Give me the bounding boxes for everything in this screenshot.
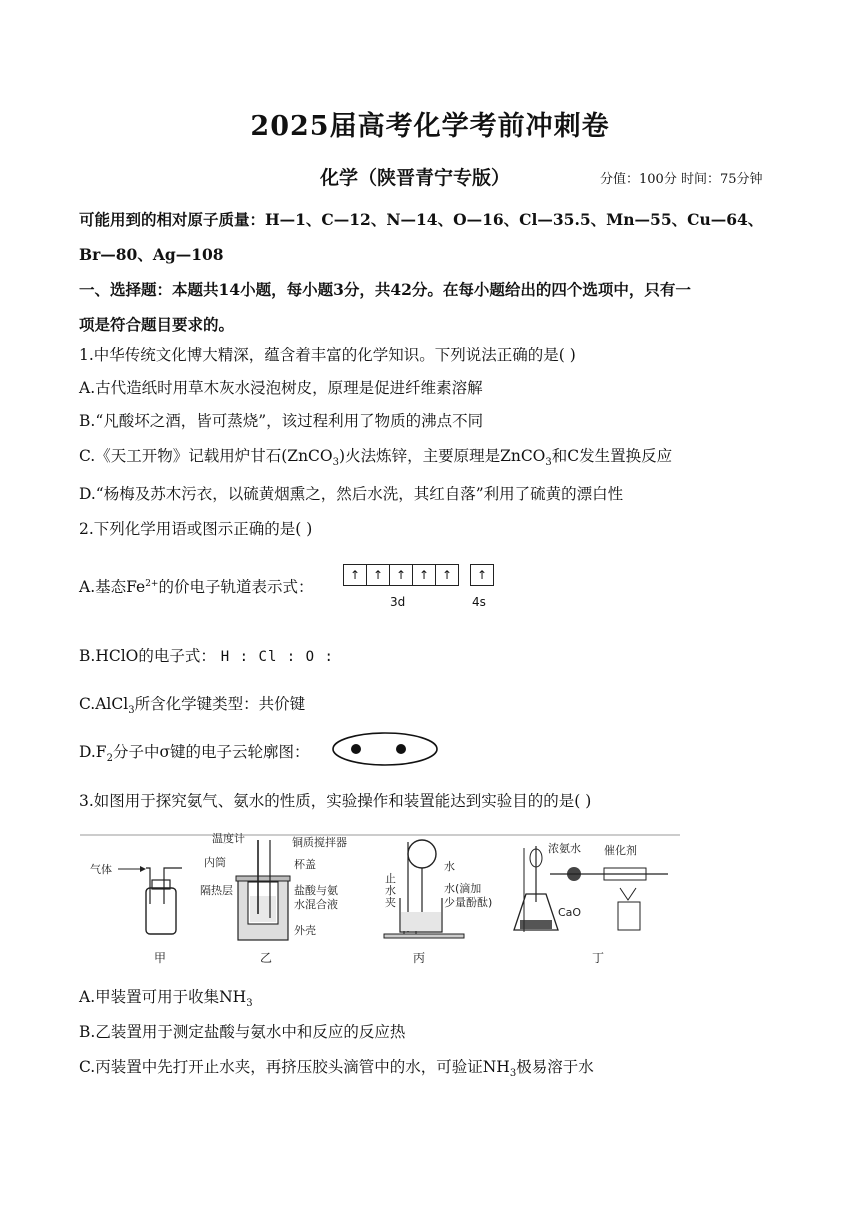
orbital-3d-box: ↑	[367, 565, 390, 585]
q2-option-b	[79, 644, 334, 666]
section1-line1: 一、选择题：本题共14小题，每小题3分，共42分。在每小题给出的四个选项中，只有一	[79, 280, 691, 299]
label-insulation: 隔热层	[200, 884, 233, 897]
q3-option-a	[79, 985, 253, 1009]
q1-c-pre: C.《天工开物》记载用炉甘石	[79, 447, 282, 465]
page-title: 2025届高考化学考前冲刺卷	[250, 111, 610, 142]
label-jia: 甲	[154, 951, 167, 965]
atomic-masses-line2: Br—80、Ag—108	[79, 245, 224, 264]
q2-c-pre: C.AlCl	[79, 695, 129, 713]
orbital-3d-box: ↑	[390, 565, 413, 585]
q2-c-sub: 3	[128, 705, 135, 717]
nucleus-left	[351, 744, 361, 754]
label-stop2: 水	[385, 884, 396, 897]
score-info: 分值：100分 时间：75分钟	[600, 172, 763, 187]
q1-c-close: )	[339, 447, 346, 465]
orbital-4s-box: ↑	[470, 564, 494, 586]
q2-a-post: 的价电子轨道表示式：	[158, 578, 314, 596]
section1-line2: 项是符合题目要求的。	[79, 315, 235, 334]
q1-option-b: B.“凡酸坏之酒，皆可蒸烧”，该过程利用了物质的沸点不同	[79, 412, 484, 430]
label-mixture2: 水混合液	[294, 898, 338, 911]
apparatus-figure	[80, 822, 680, 970]
label-bing: 丙	[413, 951, 426, 965]
label-lid: 杯盖	[294, 858, 316, 871]
q1-stem: 1.中华传统文化博大精深，蕴含着丰富的化学知识。下列说法正确的是( )	[79, 346, 576, 364]
q3-c-pre: C.丙装置中先打开止水夹，再挤压胶头滴管中的水，可验证NH	[79, 1058, 510, 1076]
q2-b-pre: B.HClO的电子式：	[79, 647, 216, 665]
orbital-3d-label: 3d	[390, 595, 406, 609]
q2-option-a	[79, 575, 314, 597]
q3-c-post: 极易溶于水	[516, 1058, 594, 1076]
q1-c-mid-sub: 3	[545, 457, 552, 469]
q1-c-post: 和C发生置换反应	[551, 447, 673, 465]
label-mixture1: 盐酸与氨	[294, 884, 338, 897]
electron-cloud-ellipse	[333, 733, 437, 765]
q3-option-c	[79, 1055, 594, 1079]
orbital-3d-box: ↑	[413, 565, 436, 585]
orbital-3d-group	[343, 564, 459, 586]
label-stop1: 止	[385, 872, 396, 885]
q3-a-sub: 3	[246, 998, 253, 1010]
apparatus-jia	[90, 862, 182, 965]
q2-stem: 2.下列化学用语或图示正确的是( )	[79, 520, 313, 538]
label-inner: 内筒	[204, 856, 226, 869]
label-gas: 气体	[90, 863, 112, 876]
hclo-electron-formula: H : Cl : O :	[220, 649, 334, 665]
label-water2a: 水(滴加	[444, 882, 482, 895]
q3-option-b: B.乙装置用于测定盐酸与氨水中和反应的反应热	[79, 1023, 406, 1041]
orbital-4s-label: 4s	[472, 595, 486, 609]
label-catalyst: 催化剂	[604, 844, 637, 857]
label-water: 水	[444, 860, 455, 873]
q2-option-c	[79, 692, 305, 716]
apparatus-ding	[514, 841, 668, 965]
q2-c-post: 所含化学键类型：共价键	[134, 695, 306, 713]
label-water2b: 少量酚酞)	[444, 896, 493, 909]
nucleus-right	[396, 744, 406, 754]
label-stirrer: 铜质搅拌器	[292, 836, 347, 849]
q2-option-d	[79, 740, 310, 764]
q1-option-a: A.古代造纸时用草木灰水浸泡树皮，原理是促进纤维素溶解	[79, 379, 483, 397]
q2-d-sub: 2	[106, 753, 113, 765]
label-cao: CaO	[558, 906, 582, 919]
label-stop3: 夹	[385, 896, 396, 909]
orbital-3d-box: ↑	[441, 568, 453, 582]
label-thermometer: 温度计	[212, 832, 245, 845]
q2-a-sup: 2+	[145, 578, 159, 589]
q2-a-pre: A.基态Fe	[79, 578, 146, 596]
orbital-4s-group	[470, 564, 494, 586]
q1-c-sub: 3	[332, 457, 339, 469]
q1-c-formula: (ZnCO	[281, 447, 333, 465]
q1-option-d: D.“杨梅及苏木污衣，以硫黄烟熏之，然后水洗，其红自落”利用了硫黄的漂白性	[79, 485, 624, 503]
q1-option-c	[79, 444, 672, 468]
q2-d-post: 分子中σ键的电子云轮廓图：	[112, 743, 310, 761]
apparatus-yi	[200, 831, 347, 965]
label-ammonia: 浓氨水	[548, 842, 581, 855]
label-shell: 外壳	[294, 924, 316, 937]
orbital-3d-box: ↑	[344, 565, 367, 585]
atomic-masses-line1: 可能用到的相对原子质量：H—1、C—12、N—14、O—16、Cl—35.5、Mn—55、Cu—64、	[79, 210, 764, 229]
page-subtitle: 化学（陕晋青宁专版）	[320, 167, 511, 189]
q1-c-mid: 火法炼锌，主要原理是ZnCO	[345, 447, 546, 465]
label-yi: 乙	[260, 951, 273, 965]
apparatus-bing	[384, 840, 492, 965]
sigma-bond-cloud-figure	[330, 731, 440, 767]
q3-stem: 3.如图用于探究氨气、氨水的性质，实验操作和装置能达到实验目的的是( )	[79, 792, 592, 810]
q3-a-pre: A.甲装置可用于收集NH	[79, 988, 247, 1006]
label-ding: 丁	[592, 951, 605, 965]
q2-d-pre: D.F	[79, 743, 107, 761]
q3-c-sub: 3	[509, 1068, 517, 1080]
